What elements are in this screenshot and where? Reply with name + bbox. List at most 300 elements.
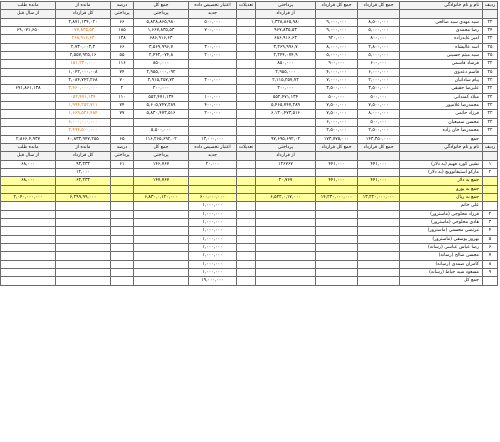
value-cell xyxy=(483,177,498,185)
value-cell: ۵۰۰,۰۰۰ xyxy=(189,18,237,26)
empty-cell xyxy=(358,227,400,235)
value-cell: ۹,۰۰۰,۰۰۰ xyxy=(316,18,358,26)
value-cell: ۲,۵۰۰,۰۰۰ xyxy=(358,127,400,135)
value-cell: ۲۲ xyxy=(483,60,498,68)
value-cell: ۷۴ xyxy=(111,102,134,110)
value-cell: ۶۰۰,۰۰۰ xyxy=(358,60,400,68)
roster-row xyxy=(1,260,498,268)
value-cell: ۶,۰۰۰,۰۰۰,۰۰۰ xyxy=(56,118,111,126)
value-cell: ۱,۰۰۰,۰۰۰ xyxy=(189,227,237,235)
value-cell xyxy=(189,185,237,193)
value-cell: ۸۰۰,۰۰۰ xyxy=(358,35,400,43)
header-cell xyxy=(316,152,358,160)
value-cell: ۲۰۰,۰۰۰ xyxy=(134,85,189,93)
value-cell: ۲۲ xyxy=(483,127,498,135)
value-cell xyxy=(111,127,134,135)
value-cell: ۲۲ xyxy=(483,93,498,101)
header-cell: از سال قبل xyxy=(1,10,56,18)
header-cell: پرداختی xyxy=(256,2,316,10)
name-cell: جمع xyxy=(400,135,483,143)
name-cell: سید میثم حسینی xyxy=(400,52,483,60)
value-cell xyxy=(1,127,56,135)
section1-subheader-row xyxy=(1,10,498,18)
value-cell: ۱۴۷,۷۶۷ xyxy=(134,177,189,185)
name-cell: پیام ساداتیان xyxy=(400,77,483,85)
value-cell xyxy=(237,18,256,26)
value-cell xyxy=(237,60,256,68)
empty-cell xyxy=(316,252,358,260)
value-cell: ۱۳,۲۲۰,۰۰۰,۰۰۰ xyxy=(358,193,400,201)
value-cell: ۲۰,۰۰۰ xyxy=(189,160,237,168)
name-cell: میلاد کمندانی xyxy=(400,93,483,101)
value-cell: ۶,۰۰۰,۰۰۰ xyxy=(358,68,400,76)
header-cell xyxy=(400,152,483,160)
value-cell: ۸,۰۰۰,۰۰۰ xyxy=(316,43,358,51)
value-cell: ۲,۸۷۱,۱۳۴,۰۲۰ xyxy=(56,18,111,26)
value-cell: ۶۰۰,۰۰۰,۰۰۰ xyxy=(189,193,237,201)
value-cell xyxy=(1,102,56,110)
value-cell: ۲,۰۴۰,۰۰۰,۰۰۰ xyxy=(1,193,56,201)
value-cell: ۱۳۸ xyxy=(111,35,134,43)
value-cell: ۲,۰۰۰,۰۰۰ xyxy=(358,77,400,85)
empty-cell xyxy=(111,235,134,243)
header-cell xyxy=(483,152,498,160)
value-cell: ۵,۰۰۰,۰۰۰ xyxy=(358,52,400,60)
value-cell: ۳,۵۰۰,۰۰۰ xyxy=(316,85,358,93)
header-cell: درصد xyxy=(111,143,134,151)
name-cell: سید مهدی سید صالحی xyxy=(400,18,483,26)
value-cell: ۵۵۲,۴۷۱,۱۳۴ xyxy=(256,93,316,101)
value-cell xyxy=(237,68,256,76)
empty-cell xyxy=(56,243,111,251)
value-cell: ۳,۴۶۰,۰۰۰,۰۰۰ xyxy=(56,85,111,93)
value-cell xyxy=(1,18,56,26)
empty-cell xyxy=(256,227,316,235)
value-cell xyxy=(237,185,256,193)
name-cell: مسعود شید خیاط (رسانه) xyxy=(400,269,483,277)
table-row xyxy=(1,110,498,118)
value-cell: ۹۰۰,۰۰۰ xyxy=(316,60,358,68)
empty-cell xyxy=(56,227,111,235)
value-cell: ۱,۰۰۰,۰۰۰ xyxy=(189,252,237,260)
value-cell xyxy=(189,118,237,126)
value-cell: ۹۲۰,۰۰۰ xyxy=(316,35,358,43)
empty-cell xyxy=(237,252,256,260)
value-cell: ۶۵ xyxy=(111,135,134,143)
header-cell: جدید xyxy=(189,152,237,160)
value-cell: ۱,۳۲۸,۸۶۵,۹۸۰ xyxy=(256,18,316,26)
value-cell: ۹۳,۲۳۳ xyxy=(56,160,111,168)
empty-cell xyxy=(1,218,56,226)
value-cell: ۲,۸۰۰,۰۰۰ xyxy=(358,43,400,51)
value-cell: ۲,۵۵۷,۹۲۵,۱۶ xyxy=(56,52,111,60)
value-cell: ۲۲ xyxy=(483,77,498,85)
value-cell: ۳,۵۰۰,۰۰۰ xyxy=(358,85,400,93)
value-cell: ۷۷ xyxy=(111,110,134,118)
value-cell xyxy=(111,177,134,185)
empty-cell xyxy=(111,202,134,210)
value-cell: ۲۲ xyxy=(483,110,498,118)
table-row xyxy=(1,127,498,135)
value-cell: ۲,۹۱۵,۲۵۷,۷۲ xyxy=(134,77,189,85)
name-cell: علیرضا حقیقی xyxy=(400,85,483,93)
value-cell: ۶,۸۳۰,۰,۱۲۰,۰۰۰ xyxy=(134,193,189,201)
index-cell: ۴ xyxy=(483,227,498,235)
table-row xyxy=(1,18,498,26)
value-cell: ۲۵ xyxy=(483,52,498,60)
header-cell: جمع کل قرارداد xyxy=(316,143,358,151)
empty-cell xyxy=(358,210,400,218)
value-cell: ۵۵ xyxy=(111,52,134,60)
table-row xyxy=(1,118,498,126)
value-cell: ۱۵۱,۲۳۰,۰۰۰ xyxy=(56,60,111,68)
value-cell xyxy=(237,193,256,201)
value-cell: ۶۸۶,۹۱۶,۶۳ xyxy=(256,35,316,43)
value-cell xyxy=(189,127,237,135)
header-cell: نام و نام خانوادگی xyxy=(400,2,483,10)
table-row xyxy=(1,135,498,143)
value-cell: ۷۰۰,۰۰۰ xyxy=(189,27,237,35)
empty-cell xyxy=(237,243,256,251)
roster-row xyxy=(1,227,498,235)
empty-cell xyxy=(237,269,256,277)
value-cell: ۱۲۶۷۶۷ xyxy=(256,160,316,168)
section2-header-row xyxy=(1,143,498,151)
value-cell: ۹۶۷,۸۳۵,۵۳ xyxy=(256,27,316,35)
value-cell: ۶۹,۰۷۱,۶۵۰ xyxy=(1,27,56,35)
summary-row xyxy=(1,185,498,193)
empty-cell xyxy=(256,210,316,218)
summary-row xyxy=(1,160,498,168)
value-cell: ۲۰۰,۰۰۰ xyxy=(256,85,316,93)
header-cell: درصد xyxy=(111,2,134,10)
value-cell xyxy=(189,68,237,76)
empty-cell xyxy=(56,210,111,218)
value-cell xyxy=(237,177,256,185)
header-cell: پرداختی xyxy=(111,152,134,160)
empty-cell xyxy=(134,252,189,260)
spreadsheet xyxy=(0,1,500,442)
value-cell: ۲,۹۵۵,۰۰۰,۰۹۲ xyxy=(134,68,189,76)
empty-cell xyxy=(56,218,111,226)
value-cell: ۶۹۱,۸۶۱,۱۳۸ xyxy=(1,85,56,93)
value-cell: ۶۰,۸۳۳,۹۴۷,۲۵۵ xyxy=(56,135,111,143)
header-cell: جمع کل قرارداد xyxy=(358,143,400,151)
name-cell: هادی محلوجی (ماسترور) xyxy=(400,218,483,226)
value-cell xyxy=(1,93,56,101)
empty-cell xyxy=(237,277,256,285)
value-cell: ۲۵ xyxy=(483,43,498,51)
header-cell: تعدیلات xyxy=(237,2,256,10)
value-cell: ۵۰۰,۰۰۰ xyxy=(316,93,358,101)
value-cell xyxy=(237,35,256,43)
empty-cell xyxy=(56,252,111,260)
value-cell: ۲ xyxy=(111,85,134,93)
empty-cell xyxy=(237,202,256,210)
value-cell xyxy=(189,168,237,176)
value-cell xyxy=(111,118,134,126)
header-cell: کل قرارداد xyxy=(56,10,111,18)
name-cell: محسن سمیعیان xyxy=(400,118,483,126)
empty-cell xyxy=(1,227,56,235)
empty-cell xyxy=(358,252,400,260)
value-cell: ۲,۱۱۵,۲۵۷,۷۲ xyxy=(256,77,316,85)
header-cell: جدید xyxy=(189,10,237,18)
value-cell: ۲۶۸,۹۱۶,۶۳ xyxy=(56,35,111,43)
value-cell: ۵,۰۰۰,۰۰۰ xyxy=(316,52,358,60)
value-cell: ۵,۰۰۰,۰۰۰ xyxy=(358,27,400,35)
value-cell: ۹۷,۶۹۵,۶۹۲,۰۲ xyxy=(256,135,316,143)
header-cell xyxy=(358,152,400,160)
table-row xyxy=(1,93,498,101)
value-cell: ۱۸۵ xyxy=(111,27,134,35)
value-cell: ۵,۸۲۸,۸۶۵,۹۸۰ xyxy=(134,18,189,26)
value-cell xyxy=(237,43,256,51)
value-cell xyxy=(111,168,134,176)
name-cell: جمع به یورو xyxy=(400,185,483,193)
empty-cell xyxy=(1,202,56,210)
empty-cell xyxy=(134,235,189,243)
empty-cell xyxy=(316,210,358,218)
value-cell xyxy=(237,110,256,118)
value-cell: ۴۴۱,۰۰۰ xyxy=(316,177,358,185)
empty-cell xyxy=(1,269,56,277)
value-cell: ۷,۵۰۰,۰۰۰ xyxy=(316,102,358,110)
value-cell xyxy=(134,118,189,126)
section1-header-row xyxy=(1,2,498,10)
value-cell: ۳۰۰,۰۰۰ xyxy=(189,77,237,85)
name-cell: علی حاتم xyxy=(400,202,483,210)
header-cell xyxy=(400,10,483,18)
header-cell: از قرارداد xyxy=(256,152,316,160)
empty-cell xyxy=(134,202,189,210)
value-cell xyxy=(111,185,134,193)
value-cell xyxy=(189,35,237,43)
value-cell: ۶۲,۲۳۳ xyxy=(56,177,111,185)
value-cell xyxy=(256,185,316,193)
empty-cell xyxy=(111,260,134,268)
roster-row xyxy=(1,269,498,277)
name-cell: بهروز یوسفی (ماسترور) xyxy=(400,235,483,243)
value-cell xyxy=(1,185,56,193)
value-cell xyxy=(1,60,56,68)
value-cell xyxy=(237,118,256,126)
value-cell xyxy=(1,168,56,176)
roster-row xyxy=(1,218,498,226)
name-cell: مارکو استیفانوویچ (به دلار) xyxy=(400,168,483,176)
value-cell xyxy=(358,168,400,176)
empty-cell xyxy=(316,202,358,210)
header-cell: مانده از xyxy=(56,143,111,151)
header-cell xyxy=(237,10,256,18)
name-cell: جمع به ریال xyxy=(400,193,483,201)
value-cell: ۲۲ xyxy=(483,18,498,26)
value-cell: ۱۷۳,۷۷۵,۰۰۰ xyxy=(316,135,358,143)
name-cell: رضا محمدی xyxy=(400,27,483,35)
header-cell: پرداختی xyxy=(256,143,316,151)
header-cell: جمع کل قرارداد xyxy=(358,2,400,10)
value-cell: ۱,۰۰۰,۰۰۰ xyxy=(189,235,237,243)
table-row xyxy=(1,77,498,85)
value-cell: ۶,۵۲۲,۰,۱۷,۰۰۰ xyxy=(256,193,316,201)
value-cell xyxy=(237,27,256,35)
value-cell xyxy=(358,185,400,193)
value-cell xyxy=(189,85,237,93)
header-cell: نام و نام خانوادگی xyxy=(400,143,483,151)
value-cell xyxy=(237,102,256,110)
value-cell: ۱۳,۰۰۰,۰۰۰ xyxy=(189,135,237,143)
value-cell: ۱,۰۰۰,۰۰۰ xyxy=(189,218,237,226)
header-cell: جمع کل xyxy=(134,143,189,151)
value-cell xyxy=(1,68,56,76)
roster-row xyxy=(1,235,498,243)
value-cell: ۶۸,۰۰۰ xyxy=(1,160,56,168)
value-cell xyxy=(316,168,358,176)
value-cell xyxy=(189,60,237,68)
value-cell: ۲,۲۴۴,۰۷۴,۹ xyxy=(256,52,316,60)
value-cell: ۸۵۰,۰۰۰ xyxy=(256,60,316,68)
value-cell xyxy=(256,127,316,135)
value-cell: ۱ xyxy=(483,160,498,168)
empty-cell xyxy=(358,269,400,277)
name-cell: جمع کل xyxy=(400,277,483,285)
header-cell: تعدیلات xyxy=(237,143,256,151)
empty-cell xyxy=(316,218,358,226)
value-cell: ۶,۱۳۰,۴۷۳,۵۱۶ xyxy=(256,110,316,118)
empty-cell xyxy=(256,218,316,226)
value-cell: ۵,۸۳۰,۴۷۳,۵۱۶ xyxy=(134,110,189,118)
empty-cell xyxy=(256,277,316,285)
roster-row xyxy=(1,252,498,260)
empty-cell xyxy=(56,202,111,210)
empty-cell xyxy=(111,252,134,260)
header-cell: جمع کل xyxy=(134,2,189,10)
empty-cell xyxy=(56,269,111,277)
name-cell: فرزاد محلوجی (ماسترور) xyxy=(400,210,483,218)
header-cell: مانده طلب xyxy=(1,2,56,10)
value-cell: ۱۴,۲۳۰,۰۰۰,۰۰۰ xyxy=(316,193,358,201)
value-cell xyxy=(134,168,189,176)
contract-table xyxy=(0,1,498,286)
value-cell: ۱,۰۰۰,۰۰۰ xyxy=(189,260,237,268)
value-cell: ۷۰ xyxy=(111,77,134,85)
value-cell xyxy=(316,185,358,193)
value-cell: ۲,۵۰۰,۰۰۰ xyxy=(316,127,358,135)
header-cell: اعتبار تخصیص داده xyxy=(189,2,237,10)
name-cell: فرشاد قاسمی xyxy=(400,60,483,68)
empty-cell xyxy=(256,260,316,268)
table-row xyxy=(1,102,498,110)
summary-row xyxy=(1,168,498,176)
value-cell: ۵,۶۰۵,۷۴۷,۲۸۹ xyxy=(134,102,189,110)
value-cell: ۲,۴۴۲,۰۷۴,۸ xyxy=(134,52,189,60)
header-cell: ردیف xyxy=(483,143,498,151)
value-cell: ۶۸۶,۹۱۶,۶۳ xyxy=(134,35,189,43)
empty-cell xyxy=(316,277,358,285)
empty-cell xyxy=(237,218,256,226)
value-cell: ۲۰,۷۶۷ xyxy=(256,177,316,185)
value-cell: ۶۶ xyxy=(111,18,134,26)
value-cell xyxy=(483,193,498,201)
name-cell: نشین کورد فهیم (به دلار) xyxy=(400,160,483,168)
header-cell: مانده از xyxy=(56,2,111,10)
value-cell: ۰۵۲,۴۷۱,۱۳۴ xyxy=(56,93,111,101)
empty-cell xyxy=(316,269,358,277)
index-cell: ۷ xyxy=(483,252,498,260)
value-cell xyxy=(56,185,111,193)
value-cell: ۱,۰۰۰,۰۰۰ xyxy=(189,243,237,251)
value-cell: ۱۴۶,۷۶۷ xyxy=(134,160,189,168)
name-cell: محسن صالح (رسانه) xyxy=(400,252,483,260)
empty-cell xyxy=(111,277,134,285)
header-cell: جمع کل قرارداد xyxy=(316,2,358,10)
name-cell: کامران صمدی (رسانه) xyxy=(400,260,483,268)
empty-cell xyxy=(358,277,400,285)
empty-cell xyxy=(134,269,189,277)
value-cell: ۲,۴۹۴,۵۰۰,۰۰۰ xyxy=(56,127,111,135)
value-cell: ۲۰۰,۰۰۰ xyxy=(189,52,237,60)
empty-cell xyxy=(358,218,400,226)
value-cell xyxy=(237,52,256,60)
empty-cell xyxy=(134,218,189,226)
empty-cell xyxy=(237,260,256,268)
empty-cell xyxy=(111,269,134,277)
name-cell: قاسم دعدوی xyxy=(400,68,483,76)
value-cell: ۲۲ xyxy=(483,35,498,43)
value-cell: ۵,۴۶۵,۷۴۷,۲۸۹ xyxy=(256,102,316,110)
value-cell xyxy=(237,85,256,93)
header-cell: اعتبار تخصیص داده xyxy=(189,143,237,151)
header-cell xyxy=(483,10,498,18)
value-cell: ۸,۵۰۰,۰۰۰ xyxy=(358,18,400,26)
value-cell: ۷۴ xyxy=(111,68,134,76)
value-cell: ۱,۰۰۰,۰۰۰ xyxy=(189,202,237,210)
empty-cell xyxy=(1,243,56,251)
value-cell xyxy=(134,185,189,193)
value-cell: ۱۱۰ xyxy=(111,93,134,101)
value-cell: ۱۱۶ xyxy=(111,60,134,68)
empty-cell xyxy=(1,260,56,268)
index-cell: ۵ xyxy=(483,235,498,243)
value-cell: ۸۵۰,۰۰۰ xyxy=(134,60,189,68)
value-cell: ۲,۷۳۰,۰۰۳,۳ xyxy=(56,43,111,51)
value-cell: ۳,۵۶۹,۹۹۶,۷ xyxy=(134,43,189,51)
value-cell xyxy=(237,77,256,85)
table-row xyxy=(1,85,498,93)
value-cell xyxy=(256,168,316,176)
index-cell: ۲ xyxy=(483,210,498,218)
value-cell xyxy=(237,168,256,176)
empty-cell xyxy=(56,260,111,268)
value-cell: ۴,۰۰۰,۰۰۰ xyxy=(316,68,358,76)
empty-cell xyxy=(111,227,134,235)
table-row xyxy=(1,52,498,60)
header-cell: پرداختی xyxy=(111,10,134,18)
roster-row xyxy=(1,210,498,218)
value-cell: ۳,۲۶۹,۹۹۶,۷ xyxy=(256,43,316,51)
empty-cell xyxy=(256,235,316,243)
header-cell: از قرارداد xyxy=(256,10,316,18)
empty-cell xyxy=(1,252,56,260)
value-cell: ۴۴۱,۰۰۰ xyxy=(358,160,400,168)
value-cell: ۵۰۰,۰۰۰ xyxy=(358,93,400,101)
empty-cell xyxy=(111,218,134,226)
value-cell: ۱,۶۶۹,۵۲۶,۴۸۴ xyxy=(56,110,111,118)
empty-cell xyxy=(256,269,316,277)
value-cell: ۱,۶۶۷,۸۳۵,۵۳ xyxy=(134,27,189,35)
empty-cell xyxy=(1,235,56,243)
value-cell: ۱۲,۰۰۰ xyxy=(56,168,111,176)
